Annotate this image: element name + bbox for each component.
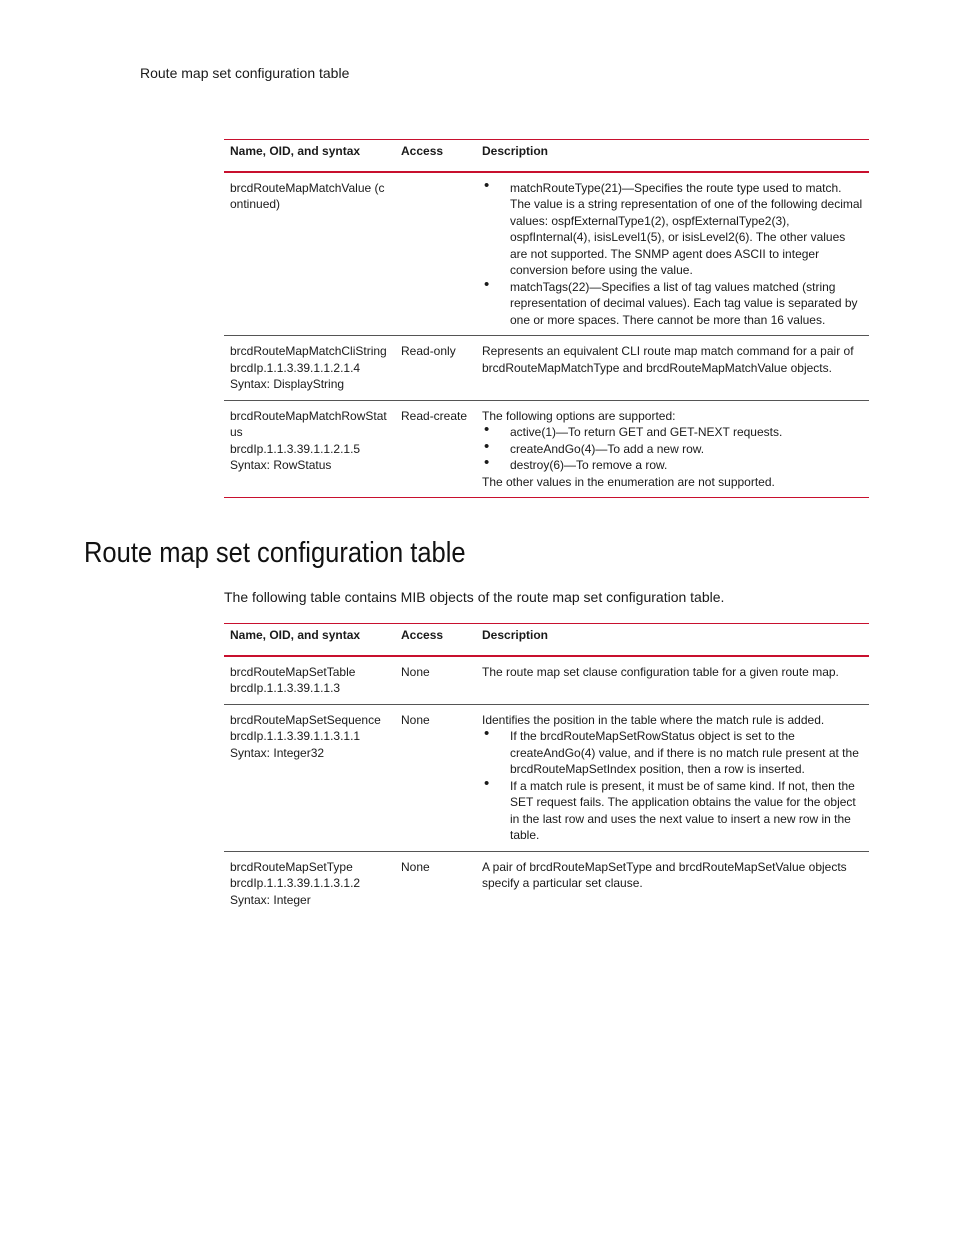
description-cell bbox=[476, 851, 869, 915]
description-text: A pair of brcdRouteMapSetType and brcdRouteMapSetValue objects specify a particular set clause. bbox=[482, 859, 847, 890]
table-row bbox=[224, 851, 869, 915]
bullet-item: • matchRouteType(21)—Specifies the route type used to match. The value is a string representation of one of the following decimal values: ospfExternalType1(2), ospfExternalType2(3), ospfInternal(4), isisLevel1(5), or isisLevel2(6). The other values are not supported. The SNMP agent does ASCII to integer conversion before using the value. bbox=[482, 180, 863, 279]
access-cell bbox=[395, 172, 476, 336]
object-oid: brcdIp.1.1.3.39.1.1.3.1.1 bbox=[230, 729, 361, 743]
description-cell bbox=[476, 704, 869, 851]
column-header-name: Name, OID, and syntax bbox=[224, 140, 395, 172]
bullet-item: • createAndGo(4)—To add a new row. bbox=[482, 441, 863, 458]
bullet-list bbox=[482, 180, 863, 329]
table-header-row bbox=[224, 624, 869, 656]
description-text: The route map set clause configuration table for a given route map. bbox=[482, 664, 839, 679]
object-name: brcdRouteMapSetType bbox=[230, 859, 353, 874]
bullet-item: • matchTags(22)—Specifies a list of tag values matched (string representation of decimal values). Each tag value is separated by one or more spaces. There cannot be more than 16 values. bbox=[482, 279, 863, 329]
access-cell: None bbox=[395, 656, 476, 705]
column-header-description: Description bbox=[476, 624, 869, 656]
bullet-item: • If a match rule is present, it must be of same kind. If not, then the SET request fails. The application obtains the value for the object in the last row and uses the next value to insert a new row in the table. bbox=[482, 778, 863, 844]
object-name-cell bbox=[224, 704, 395, 851]
column-header-name: Name, OID, and syntax bbox=[224, 624, 395, 656]
table-header-row bbox=[224, 140, 869, 172]
object-name-cell bbox=[224, 851, 395, 915]
description-text: Represents an equivalent CLI route map match command for a pair of brcdRouteMapMatchType and brcdRouteMapMatchValue objects. bbox=[482, 344, 854, 375]
object-oid: brcdIp.1.1.3.39.1.1.3 bbox=[230, 681, 341, 695]
bullet-item: • active(1)—To return GET and GET-NEXT requests. bbox=[482, 424, 863, 441]
description-text: Identifies the position in the table where the match rule is added. bbox=[482, 712, 825, 727]
bullet-list bbox=[482, 728, 863, 844]
table-row bbox=[224, 704, 869, 851]
description-note: The other values in the enumeration are not supported. bbox=[482, 474, 775, 489]
table-row bbox=[224, 172, 869, 336]
column-header-access: Access bbox=[395, 140, 476, 172]
section-title: Route map set configuration table bbox=[84, 537, 466, 569]
object-syntax: Syntax: Integer bbox=[230, 892, 311, 907]
object-name-cell bbox=[224, 172, 395, 336]
object-name: brcdRouteMapSetTable bbox=[230, 664, 356, 679]
description-cell bbox=[476, 336, 869, 401]
object-name-cell bbox=[224, 400, 395, 498]
bullet-item: • If the brcdRouteMapSetRowStatus object is set to the createAndGo(4) value, and if there is no match rule present at the brcdRouteMapSetIndex position, then a row is inserted. bbox=[482, 728, 863, 778]
object-oid: brcdIp.1.1.3.39.1.1.2.1.5 bbox=[230, 441, 361, 456]
object-name: brcdRouteMapMatchValue (continued) bbox=[230, 180, 385, 211]
access-cell: None bbox=[395, 704, 476, 851]
access-cell: Read-create bbox=[395, 400, 476, 498]
column-header-description: Description bbox=[476, 140, 869, 172]
mib-table-route-map-set bbox=[224, 623, 869, 915]
object-syntax: Syntax: Integer32 bbox=[230, 745, 325, 760]
description-cell bbox=[476, 172, 869, 336]
object-name-cell bbox=[224, 656, 395, 705]
description-cell bbox=[476, 656, 869, 705]
running-header: Route map set configuration table bbox=[140, 65, 350, 81]
mib-table-match-continued bbox=[224, 139, 869, 498]
table-row bbox=[224, 336, 869, 401]
object-oid: brcdIp.1.1.3.39.1.1.3.1.2 bbox=[230, 876, 361, 890]
access-cell: Read-only bbox=[395, 336, 476, 401]
access-cell: None bbox=[401, 859, 430, 874]
bullet-list bbox=[482, 424, 863, 474]
section-intro: The following table contains MIB objects of the route map set configuration table. bbox=[224, 589, 725, 605]
table-row bbox=[224, 400, 869, 498]
object-oid: brcdIp.1.1.3.39.1.1.2.1.4 bbox=[230, 360, 361, 375]
bullet-item: • destroy(6)—To remove a row. bbox=[482, 457, 863, 474]
description-cell bbox=[476, 400, 869, 498]
object-name-cell bbox=[224, 336, 395, 401]
object-syntax: Syntax: RowStatus bbox=[230, 458, 332, 472]
object-name: brcdRouteMapMatchCliString bbox=[230, 344, 387, 358]
table-row bbox=[224, 656, 869, 705]
description-text: The following options are supported: bbox=[482, 408, 676, 423]
object-name: brcdRouteMapSetSequence bbox=[230, 712, 381, 727]
object-name: brcdRouteMapMatchRowStatus bbox=[230, 408, 387, 439]
object-syntax: Syntax: DisplayString bbox=[230, 377, 345, 391]
column-header-access: Access bbox=[395, 624, 476, 656]
